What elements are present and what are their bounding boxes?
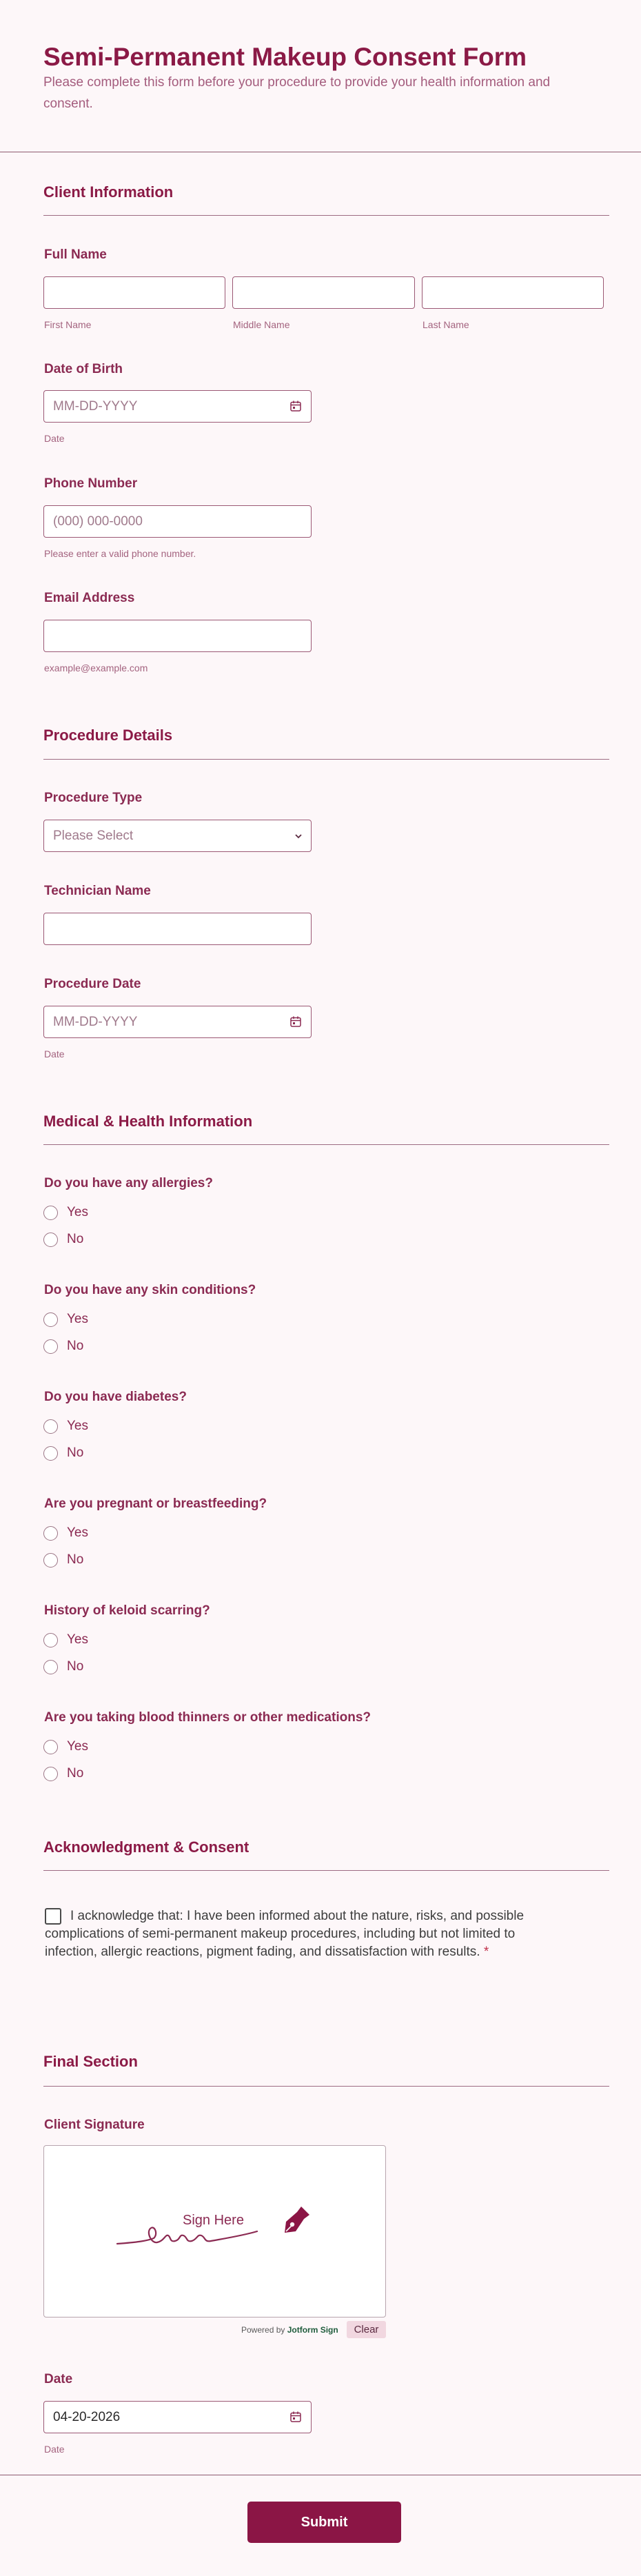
radio-label: Yes	[67, 1739, 88, 1754]
section-title-procedure: Procedure Details	[43, 727, 173, 744]
radio-option-no[interactable]	[43, 1230, 83, 1248]
radio-option-yes[interactable]	[43, 1204, 88, 1221]
calendar-icon[interactable]	[289, 1015, 302, 1028]
section-title-consent: Acknowledgment & Consent	[43, 1838, 250, 1856]
sign-here-text: Sign Here	[183, 2213, 244, 2228]
radio-circle[interactable]	[43, 1446, 58, 1461]
consent-text	[45, 1907, 541, 1961]
procedure-date-placeholder: MM-DD-YYYY	[53, 1015, 138, 1029]
radio-circle[interactable]	[43, 1740, 58, 1754]
section-divider	[43, 759, 609, 760]
radio-option-no[interactable]	[43, 1658, 83, 1676]
form-title: Semi-Permanent Makeup Consent Form	[43, 43, 527, 71]
powered-by-brand: Jotform Sign	[287, 2325, 338, 2335]
radio-label: Yes	[67, 1312, 88, 1326]
full-name-label: Full Name	[44, 247, 107, 262]
procedure-date-input[interactable]	[43, 1006, 312, 1038]
consent-statement: I acknowledge that: I have been informed about the nature, risks, and possible complications of semi-permanent makeup procedures, including but not limited to infection, allergic reactions, pigment fading, and dissatisfaction with results.	[45, 1909, 525, 1959]
required-mark: *	[483, 1945, 489, 1959]
section-divider	[43, 1144, 609, 1145]
radio-option-yes[interactable]	[43, 1310, 88, 1328]
radio-option-no[interactable]	[43, 1765, 83, 1783]
radio-label: No	[67, 1446, 84, 1460]
question-pregnant: Are you pregnant or breastfeeding?	[44, 1497, 267, 1511]
technician-input[interactable]	[43, 913, 312, 945]
radio-circle[interactable]	[43, 1633, 58, 1647]
form-subtitle: Please complete this form before your procedure to provide your health information and consent.	[43, 75, 551, 111]
email-input[interactable]	[43, 620, 312, 652]
technician-label: Technician Name	[44, 884, 151, 898]
radio-label: No	[67, 1766, 84, 1781]
first-name-sublabel: First Name	[44, 319, 92, 330]
radio-circle[interactable]	[43, 1339, 58, 1354]
last-name-input[interactable]	[422, 276, 604, 309]
radio-option-no[interactable]	[43, 1337, 83, 1355]
radio-circle[interactable]	[43, 1233, 58, 1247]
final-date-sublabel: Date	[44, 2444, 65, 2455]
radio-option-yes[interactable]	[43, 1524, 88, 1542]
chevron-down-icon	[294, 831, 303, 841]
question-diabetes: Do you have diabetes?	[44, 1390, 187, 1404]
submit-button[interactable]: Submit	[247, 2502, 401, 2543]
radio-circle[interactable]	[43, 1660, 58, 1674]
radio-option-yes[interactable]	[43, 1738, 88, 1756]
procedure-date-label: Procedure Date	[44, 977, 141, 991]
dob-sublabel: Date	[44, 433, 65, 444]
powered-by-text	[241, 2325, 338, 2335]
clear-signature-button[interactable]: Clear	[347, 2321, 386, 2338]
section-title-final: Final Section	[43, 2053, 138, 2070]
phone-input[interactable]	[43, 505, 312, 538]
procedure-type-select[interactable]	[43, 820, 312, 852]
section-title-client-info: Client Information	[43, 183, 174, 201]
final-date-value: 04-20-2026	[53, 2410, 121, 2424]
radio-circle[interactable]	[43, 1419, 58, 1434]
dob-input[interactable]	[43, 390, 312, 423]
radio-option-yes[interactable]	[43, 1631, 88, 1649]
powered-by-prefix: Powered by	[241, 2325, 285, 2335]
section-divider	[43, 1870, 609, 1871]
middle-name-input[interactable]	[232, 276, 415, 309]
calendar-icon[interactable]	[289, 2411, 302, 2423]
radio-label: Yes	[67, 1419, 88, 1433]
question-skin-conditions: Do you have any skin conditions?	[44, 1283, 256, 1297]
radio-circle[interactable]	[43, 1526, 58, 1541]
phone-sublabel: Please enter a valid phone number.	[44, 548, 196, 559]
radio-label: Yes	[67, 1632, 88, 1647]
phone-placeholder: (000) 000-0000	[53, 514, 143, 529]
procedure-type-value: Please Select	[53, 829, 134, 843]
question-keloid: History of keloid scarring?	[44, 1603, 210, 1618]
final-date-input[interactable]	[43, 2401, 312, 2433]
radio-option-no[interactable]	[43, 1444, 83, 1462]
last-name-sublabel: Last Name	[423, 319, 469, 330]
procedure-date-sublabel: Date	[44, 1048, 65, 1059]
radio-circle[interactable]	[43, 1206, 58, 1220]
signature-label: Client Signature	[44, 2118, 145, 2132]
middle-name-sublabel: Middle Name	[233, 319, 290, 330]
radio-circle[interactable]	[43, 1312, 58, 1327]
radio-label: No	[67, 1659, 84, 1674]
phone-label: Phone Number	[44, 476, 138, 491]
radio-label: No	[67, 1552, 84, 1567]
email-label: Email Address	[44, 591, 135, 605]
dob-placeholder: MM-DD-YYYY	[53, 399, 138, 414]
first-name-input[interactable]	[43, 276, 225, 309]
question-blood-thinners: Are you taking blood thinners or other medications?	[44, 1710, 371, 1725]
section-divider	[43, 2086, 609, 2087]
radio-label: Yes	[67, 1525, 88, 1540]
radio-label: Yes	[67, 1205, 88, 1219]
radio-circle[interactable]	[43, 1553, 58, 1568]
pen-icon	[281, 2204, 312, 2235]
radio-option-yes[interactable]	[43, 1417, 88, 1435]
final-date-label: Date	[44, 2372, 73, 2386]
dob-label: Date of Birth	[44, 362, 123, 376]
radio-label: No	[67, 1339, 84, 1353]
radio-circle[interactable]	[43, 1767, 58, 1781]
section-divider	[43, 215, 609, 216]
radio-label: No	[67, 1232, 84, 1246]
calendar-icon[interactable]	[289, 400, 302, 412]
email-sublabel: example@example.com	[44, 662, 148, 673]
question-allergies: Do you have any allergies?	[44, 1176, 213, 1190]
section-title-medical: Medical & Health Information	[43, 1113, 253, 1130]
radio-option-no[interactable]	[43, 1551, 83, 1569]
procedure-type-label: Procedure Type	[44, 791, 143, 805]
